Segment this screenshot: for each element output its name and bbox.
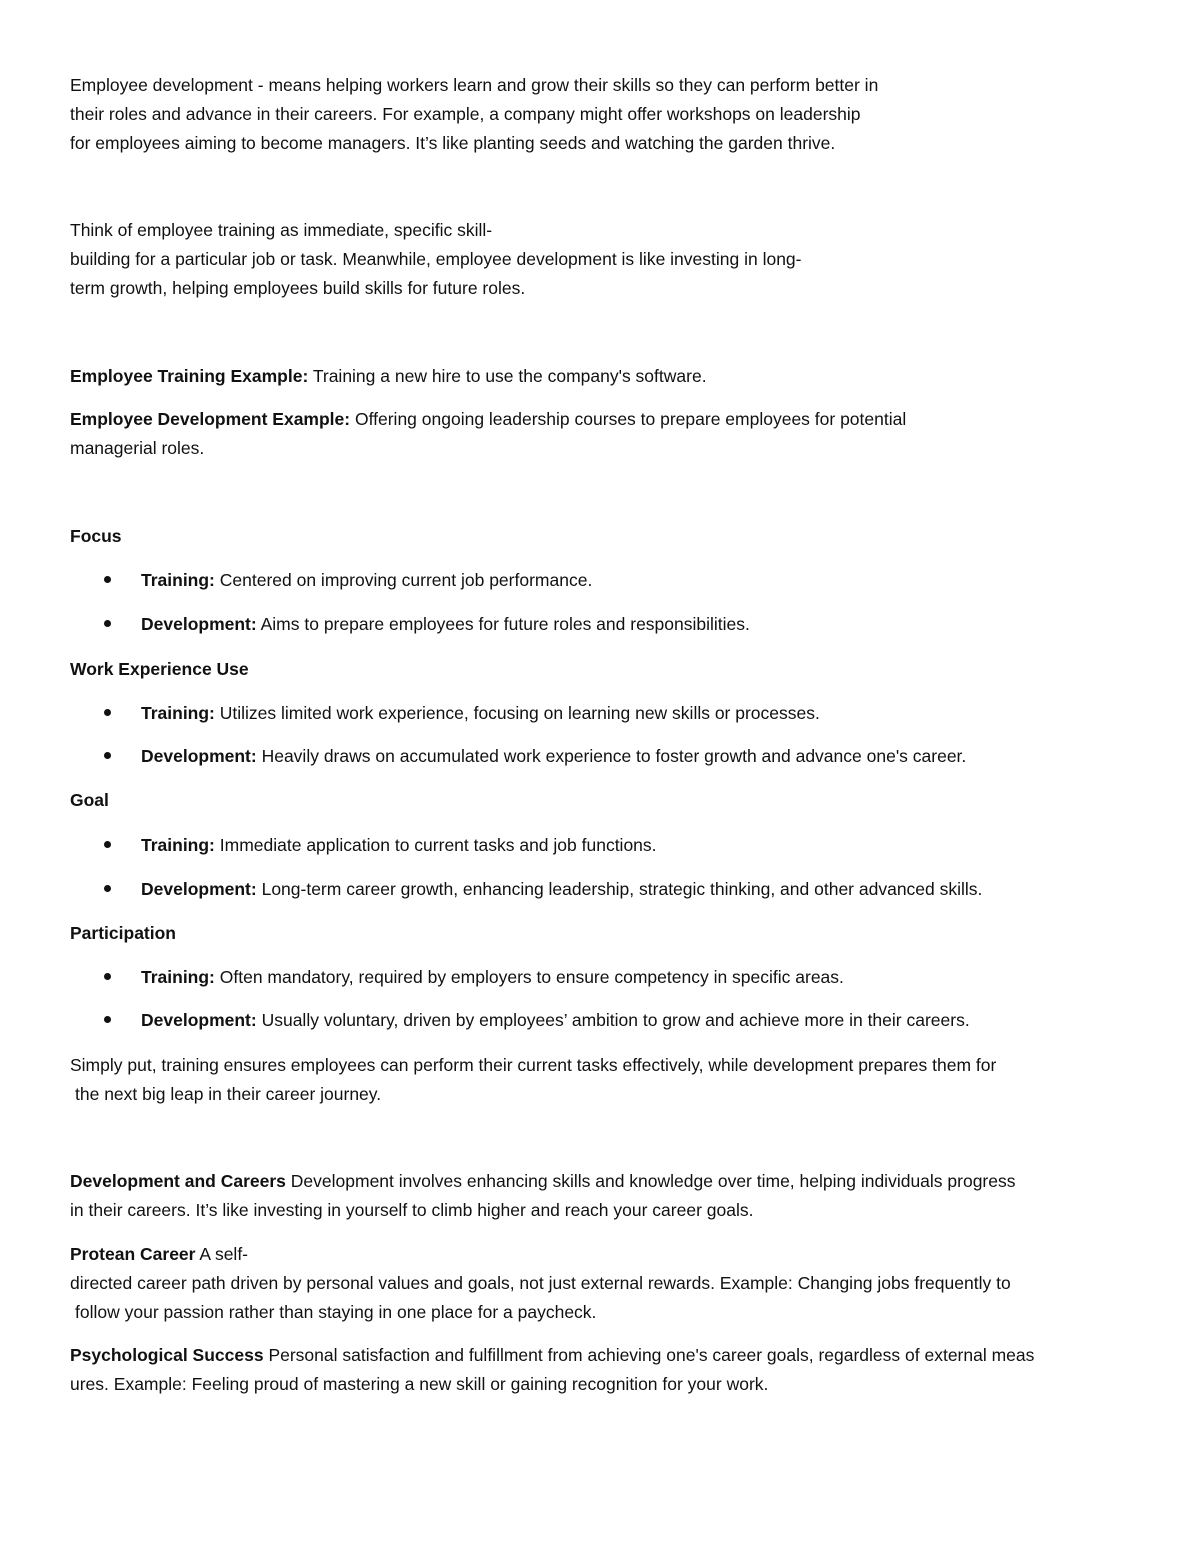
bullet-icon — [104, 973, 111, 980]
summary-line-1: Simply put, training ensures employees can perform their current tasks effectively, while development prepares them for — [70, 1055, 997, 1075]
work-experience-development-item: Development: Heavily draws on accumulated work experience to foster growth and advance one's career. — [141, 746, 967, 766]
protean-career-line-3: follow your passion rather than staying in one place for a paycheck. — [75, 1302, 597, 1322]
bullet-icon — [104, 841, 111, 848]
compare-line-1: Think of employee training as immediate, specific skill- — [70, 220, 493, 240]
bullet-icon — [104, 752, 111, 759]
training-example — [70, 365, 707, 387]
intro-line-1: Employee development - means helping workers learn and grow their skills so they can perform better in — [70, 75, 879, 95]
goal-training-item: Training: Immediate application to current tasks and job functions. — [141, 835, 657, 855]
development-example-label: Employee Development Example: — [70, 409, 351, 429]
focus-training-item: Training: Centered on improving current job performance. — [141, 570, 593, 590]
development-careers-paragraph: Development and Careers Development involves enhancing skills and knowledge over time, helping individuals progress — [70, 1171, 1016, 1191]
focus-development-item: Development: Aims to prepare employees for future roles and responsibilities. — [141, 614, 750, 634]
section-heading-work-experience: Work Experience Use — [70, 659, 249, 679]
psychological-success-line-2: ures. Example: Feeling proud of mastering a new skill or gaining recognition for your work. — [70, 1374, 769, 1394]
development-careers-line-2: in their careers. It’s like investing in yourself to climb higher and reach your career goals. — [70, 1200, 754, 1220]
summary-line-2: the next big leap in their career journey. — [75, 1084, 382, 1104]
participation-training-item: Training: Often mandatory, required by employers to ensure competency in specific areas. — [141, 967, 844, 987]
intro-line-3: for employees aiming to become managers. It’s like planting seeds and watching the garden thrive. — [70, 133, 836, 153]
protean-career-label: Protean Career — [70, 1244, 196, 1264]
compare-line-2: building for a particular job or task. Meanwhile, employee development is like investing in long- — [70, 249, 802, 269]
section-heading-goal: Goal — [70, 790, 109, 810]
participation-development-item: Development: Usually voluntary, driven by employees’ ambition to grow and achieve more in their careers. — [141, 1010, 970, 1030]
bullet-icon — [104, 576, 111, 583]
development-careers-label: Development and Careers — [70, 1171, 286, 1191]
intro-line-2: their roles and advance in their careers. For example, a company might offer workshops on leadership — [70, 104, 861, 124]
section-heading-participation: Participation — [70, 923, 176, 943]
psychological-success-label: Psychological Success — [70, 1345, 264, 1365]
bullet-icon — [104, 1016, 111, 1023]
development-example — [70, 408, 906, 430]
development-example-line-2: managerial roles. — [70, 438, 205, 458]
section-heading-focus: Focus — [70, 526, 122, 546]
psychological-success-paragraph: Psychological Success Personal satisfaction and fulfillment from achieving one's career goals, regardless of external meas — [70, 1345, 1035, 1365]
training-example-label: Employee Training Example: — [70, 366, 309, 386]
protean-career-line-2: directed career path driven by personal values and goals, not just external rewards. Example: Changing jobs frequently to — [70, 1273, 1011, 1293]
goal-development-item: Development: Long-term career growth, enhancing leadership, strategic thinking, and other advanced skills. — [141, 879, 983, 899]
compare-line-3: term growth, helping employees build skills for future roles. — [70, 278, 526, 298]
work-experience-training-item: Training: Utilizes limited work experience, focusing on learning new skills or processes. — [141, 703, 820, 723]
protean-career-paragraph: Protean Career A self- — [70, 1244, 249, 1264]
bullet-icon — [104, 709, 111, 716]
bullet-icon — [104, 885, 111, 892]
training-example-text: Training a new hire to use the company's software. — [308, 366, 707, 386]
development-example-text-1: Offering ongoing leadership courses to prepare employees for potential — [350, 409, 907, 429]
bullet-icon — [104, 620, 111, 627]
